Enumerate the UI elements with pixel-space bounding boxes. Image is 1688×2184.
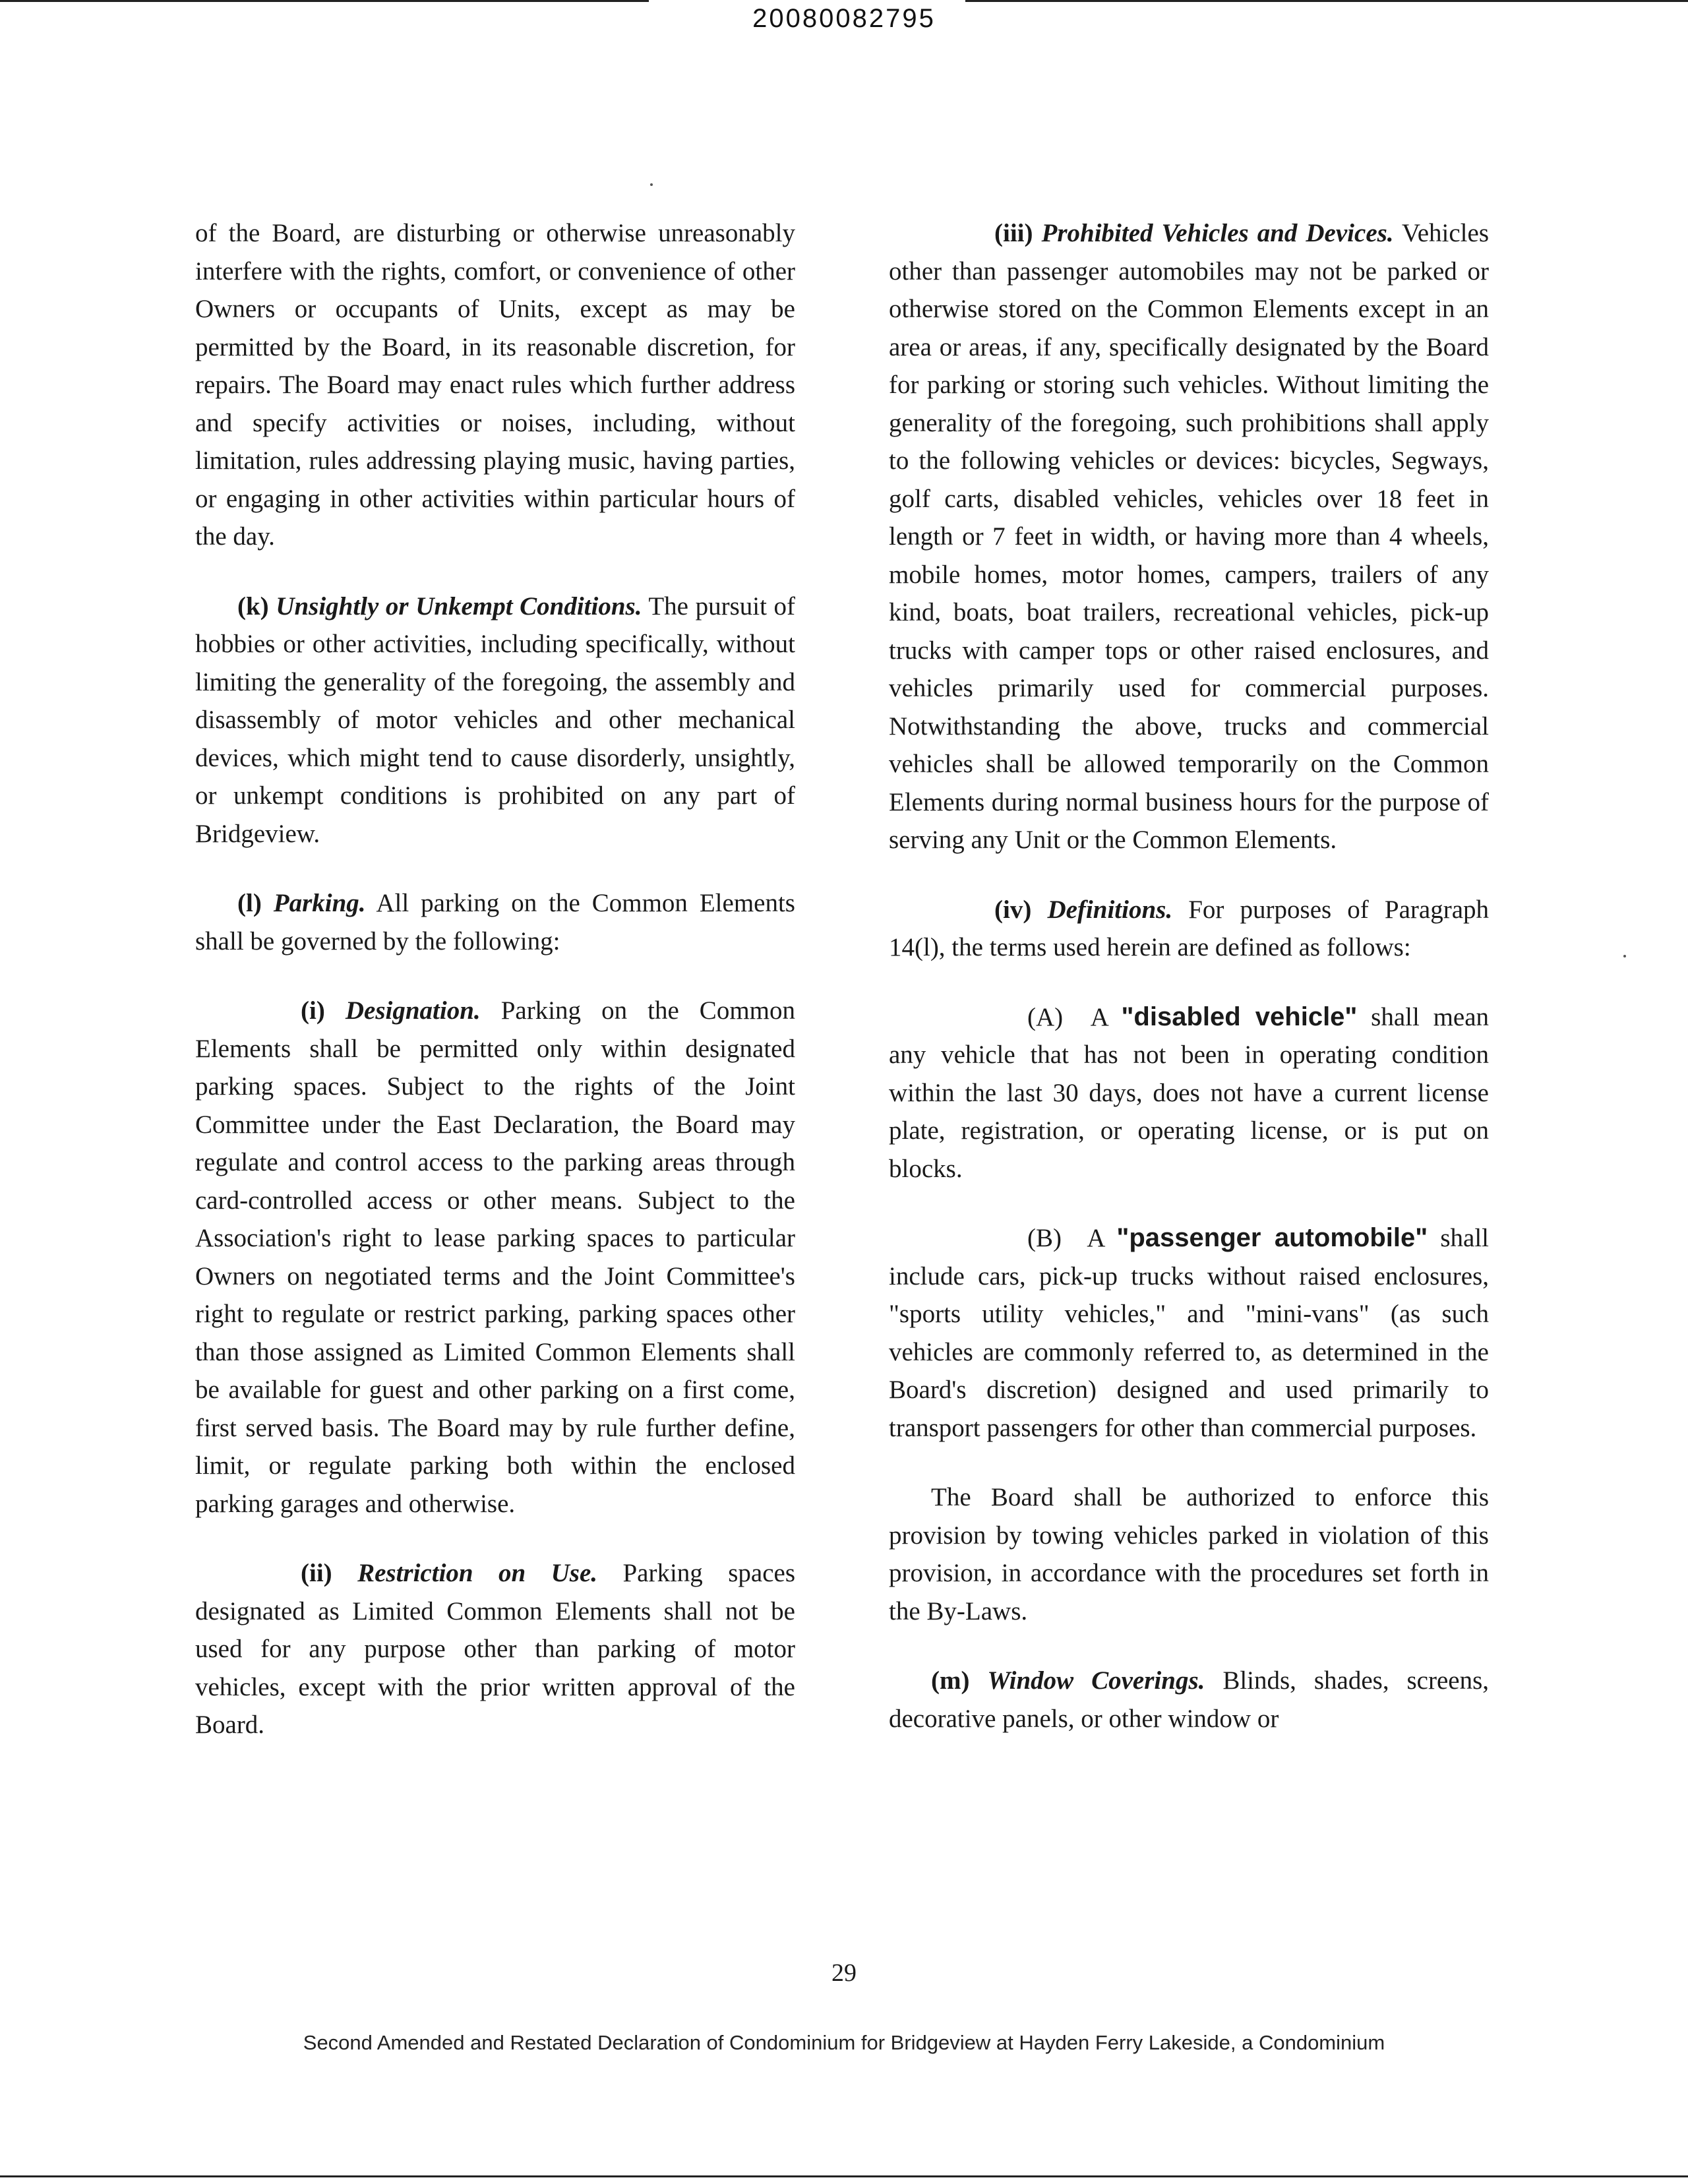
enforcement-paragraph: The Board shall be authorized to enforce this provision by towing vehicles parked in violation of this provision, in accordance with the procedures set forth in the By-Laws. — [889, 1483, 1489, 1625]
subsection-iii — [889, 214, 1489, 859]
subsection-ii-label: (ii) — [301, 1559, 332, 1587]
section-m — [889, 1662, 1489, 1738]
section-k-text: The pursuit of hobbies or other activities, including specifically, without limiting the generality of the foregoing, the assembly and disassembly of motor vehicles and other mechanical devices, which might tend to cause disorderly, unsightly, or unkempt conditions is prohibited on any part of Bridgeview. — [195, 592, 796, 848]
section-l-label: (l) — [237, 889, 262, 917]
scan-speck — [1623, 955, 1626, 957]
scan-speck — [650, 183, 653, 186]
section-m-heading: Window Coverings. — [987, 1666, 1205, 1695]
bottom-border — [0, 2175, 1688, 2177]
right-column — [889, 214, 1489, 1738]
document-footer: Second Amended and Restated Declaration of Condominium for Bridgeview at Hayden Ferry Lakeside, a Condominium — [303, 2031, 1385, 2054]
subsection-ii — [195, 1554, 795, 1744]
section-l — [195, 884, 795, 960]
section-l-text: All parking on the Common Elements shall be governed by the following: — [195, 889, 795, 956]
definition-a-article: A — [1090, 1002, 1108, 1031]
section-k-heading: Unsightly or Unkempt Conditions. — [276, 592, 642, 621]
subsection-iv-heading: Definitions. — [1047, 895, 1173, 924]
left-column — [195, 214, 795, 1744]
definition-b-article: A — [1087, 1224, 1104, 1252]
definition-a-text: shall mean any vehicle that has not been in operating condition within the last 30 days, does not have a current license plate, registration, or operating license, or is put on blocks. — [889, 1002, 1490, 1183]
section-m-text: Blinds, shades, screens, decorative panels, or other window or — [889, 1666, 1490, 1733]
page-number: 29 — [831, 1959, 857, 1987]
definition-a-term: "disabled vehicle" — [1121, 1002, 1358, 1031]
top-border-right — [965, 0, 1688, 2]
subsection-iv-label: (iv) — [994, 895, 1032, 924]
section-l-heading: Parking. — [273, 889, 366, 917]
subsection-iii-label: (iii) — [994, 219, 1033, 247]
section-k-label: (k) — [237, 592, 269, 621]
subsection-iv — [889, 891, 1489, 967]
subsection-i-text: Parking on the Common Elements shall be permitted only within designated parking spaces. Subject to the rights of the Joint Committee under the East Declaration, the Board may regulate and control access to the parking areas through card-controlled access or other means. Subject to the Association's right to lease parking spaces to particular Owners on negotiated terms and the Joint Committee's right to regulate or restrict parking, parking spaces other than those assigned as Limited Common Elements shall be available for guest and other parking on a first come, first served basis. The Board may by rule further define, limit, or regulate parking both within the enclosed parking garages and otherwise. — [195, 996, 795, 1518]
section-k — [195, 588, 795, 853]
subsection-iv-text: For purposes of Paragraph 14(l), the terms used herein are defined as follows: — [889, 895, 1490, 961]
definition-b-term: "passenger automobile" — [1116, 1223, 1428, 1252]
subsection-iii-text: Vehicles other than passenger automobiles may not be parked or otherwise stored on the Common Elements except in an area or areas, if any, specifically designated by the Board for parking or storing such vehicles. Without limiting the generality of the foregoing, such prohibitions shall apply to the following vehicles or devices: bicycles, Segways, golf carts, disabled vehicles, vehicles over 18 feet in length or 7 feet in width, or having more than 4 wheels, mobile homes, motor homes, campers, trailers of any kind, boats, boat trailers, recreational vehicles, pick-up trucks with camper tops or other raised enclosures, and vehicles primarily used for commercial purposes. Notwithstanding the above, trucks and commercial vehicles shall be allowed temporarily on the Common Elements during normal business hours for the purpose of serving any Unit or the Common Elements. — [889, 219, 1489, 854]
subsection-ii-text: Parking spaces designated as Limited Common Elements shall not be used for any purpose other than parking of motor vehicles, except with the prior written approval of the Board. — [195, 1559, 795, 1739]
subsection-i-heading: Designation. — [345, 996, 481, 1025]
definition-b-text: shall include cars, pick-up trucks without raised enclosures, "sports utility vehicles," and "mini-vans" (as such vehicles are commonly referred to, as determined in the Board's discretion) designed and used primarily to transport passengers for other than commercial purposes. — [889, 1224, 1490, 1442]
definition-b — [889, 1219, 1489, 1447]
definition-a — [889, 998, 1489, 1188]
definition-b-label: (B) — [1027, 1224, 1062, 1252]
definition-a-label: (A) — [1027, 1002, 1064, 1031]
section-m-label: (m) — [931, 1666, 970, 1695]
subsection-iii-heading: Prohibited Vehicles and Devices. — [1041, 219, 1394, 247]
subsection-ii-heading: Restriction on Use. — [357, 1559, 598, 1587]
paragraph-continuation: of the Board, are disturbing or otherwise unreasonably interfere with the rights, comfort, or convenience of other Owners or occupants of Units, except as may be permitted by the Board, in its reasonable discretion, for repairs. The Board may enact rules which further address and specify activities or noises, including, without limitation, rules addressing playing music, having parties, or engaging in other activities within particular hours of the day. — [195, 219, 795, 551]
document-number: 20080082795 — [752, 4, 936, 33]
top-border-left — [0, 0, 649, 2]
subsection-i-label: (i) — [301, 996, 325, 1025]
subsection-i — [195, 992, 795, 1523]
